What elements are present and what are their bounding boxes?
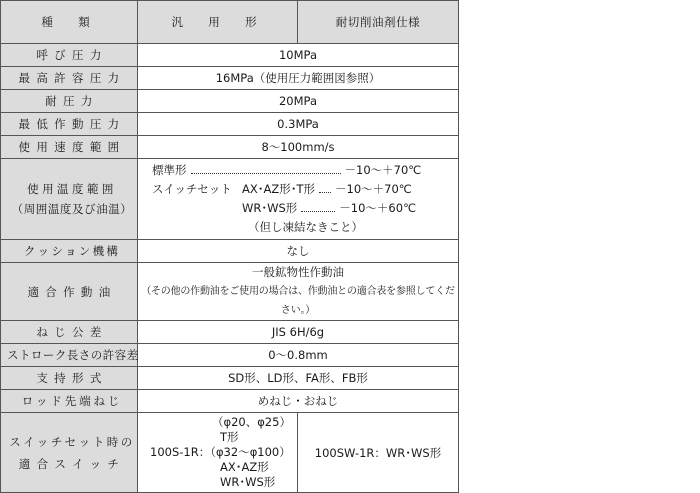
header-standard: 汎 用 形 (138, 1, 298, 44)
temp-line-standard (152, 161, 458, 180)
temp-label-main: 使用温度範囲 (27, 182, 117, 196)
table-row (1, 344, 459, 367)
table-row (1, 67, 459, 90)
fluid-note: （その他の作動油をご使用の場合は、作動油との適合表を参照してください。） (141, 286, 455, 316)
table-row (1, 321, 459, 344)
row-label: 最高許容圧力 (1, 67, 138, 90)
temp-note: （但し凍結なきこと） (248, 220, 363, 234)
leader-dots (301, 199, 335, 212)
switch-line-main (150, 445, 297, 460)
row-label: 呼び圧力 (1, 44, 138, 67)
row-value: めねじ・おねじ (138, 390, 459, 413)
row-label: ストローク長さの許容差 (1, 344, 138, 367)
temp-value: －10～＋60℃ (339, 201, 416, 215)
table-row (1, 90, 459, 113)
row-label: 適合作動油 (1, 263, 138, 321)
row-value: なし (138, 240, 459, 263)
switch-label-sub: 適合スイッチ (18, 456, 126, 471)
row-label: ねじ公差 (1, 321, 138, 344)
row-label: 耐圧力 (1, 90, 138, 113)
row-value (138, 263, 459, 321)
temp-values (138, 159, 459, 240)
header-cutting: 耐切削油剤仕様 (298, 1, 459, 44)
switch-label-main: スイッチセット時の (9, 434, 135, 449)
row-value: 8～100mm/s (138, 136, 459, 159)
row-label (1, 159, 138, 240)
table-row (1, 136, 459, 159)
table-header-row (1, 1, 459, 44)
temp-name: スイッチセット (152, 182, 232, 196)
switch-model: 100S-1R： (150, 445, 211, 459)
row-label: 使用速度範囲 (1, 136, 138, 159)
table-row-temperature (1, 159, 459, 240)
temp-sub: AX･AZ形･T形 (242, 182, 316, 196)
temp-line-wr (152, 199, 458, 218)
temp-name: 標準形 (152, 163, 187, 177)
table-row (1, 367, 459, 390)
table-row (1, 113, 459, 136)
table-row (1, 390, 459, 413)
row-value: 20MPa (138, 90, 459, 113)
row-label: ロッド先端ねじ (1, 390, 138, 413)
switch-line: （φ20、φ25） (212, 415, 291, 429)
switch-line: T形 (220, 430, 239, 444)
leader-dots (191, 161, 341, 174)
leader-dots (319, 180, 331, 193)
switch-cutting: 100SW-1R：WR･WS形 (298, 413, 459, 493)
row-value: 0.3MPa (138, 113, 459, 136)
header-type: 種 類 (1, 1, 138, 44)
row-value: 0～0.8mm (138, 344, 459, 367)
row-label: クッション機構 (1, 240, 138, 263)
table-row (1, 240, 459, 263)
row-value: 10MPa (138, 44, 459, 67)
temp-label-sub: （周囲温度及び油温） (11, 202, 133, 216)
fluid-value: 一般鉱物性作動油 (252, 265, 344, 279)
row-value: 16MPa（使用圧力範囲図参照） (138, 67, 459, 90)
temp-value: －10～＋70℃ (335, 182, 412, 196)
temp-line-switch (152, 180, 458, 199)
table-row (1, 263, 459, 321)
row-label: 支持形式 (1, 367, 138, 390)
switch-range: （φ32～φ100） (210, 445, 291, 459)
table-row (1, 44, 459, 67)
temp-sub: WR･WS形 (242, 201, 298, 215)
switch-line: WR･WS形 (220, 475, 276, 489)
switch-line: AX･AZ形 (220, 460, 269, 474)
row-label: 最低作動圧力 (1, 113, 138, 136)
row-value: JIS 6H/6g (138, 321, 459, 344)
row-value: SD形、LD形、FA形、FB形 (138, 367, 459, 390)
temp-value: －10～＋70℃ (344, 163, 422, 177)
